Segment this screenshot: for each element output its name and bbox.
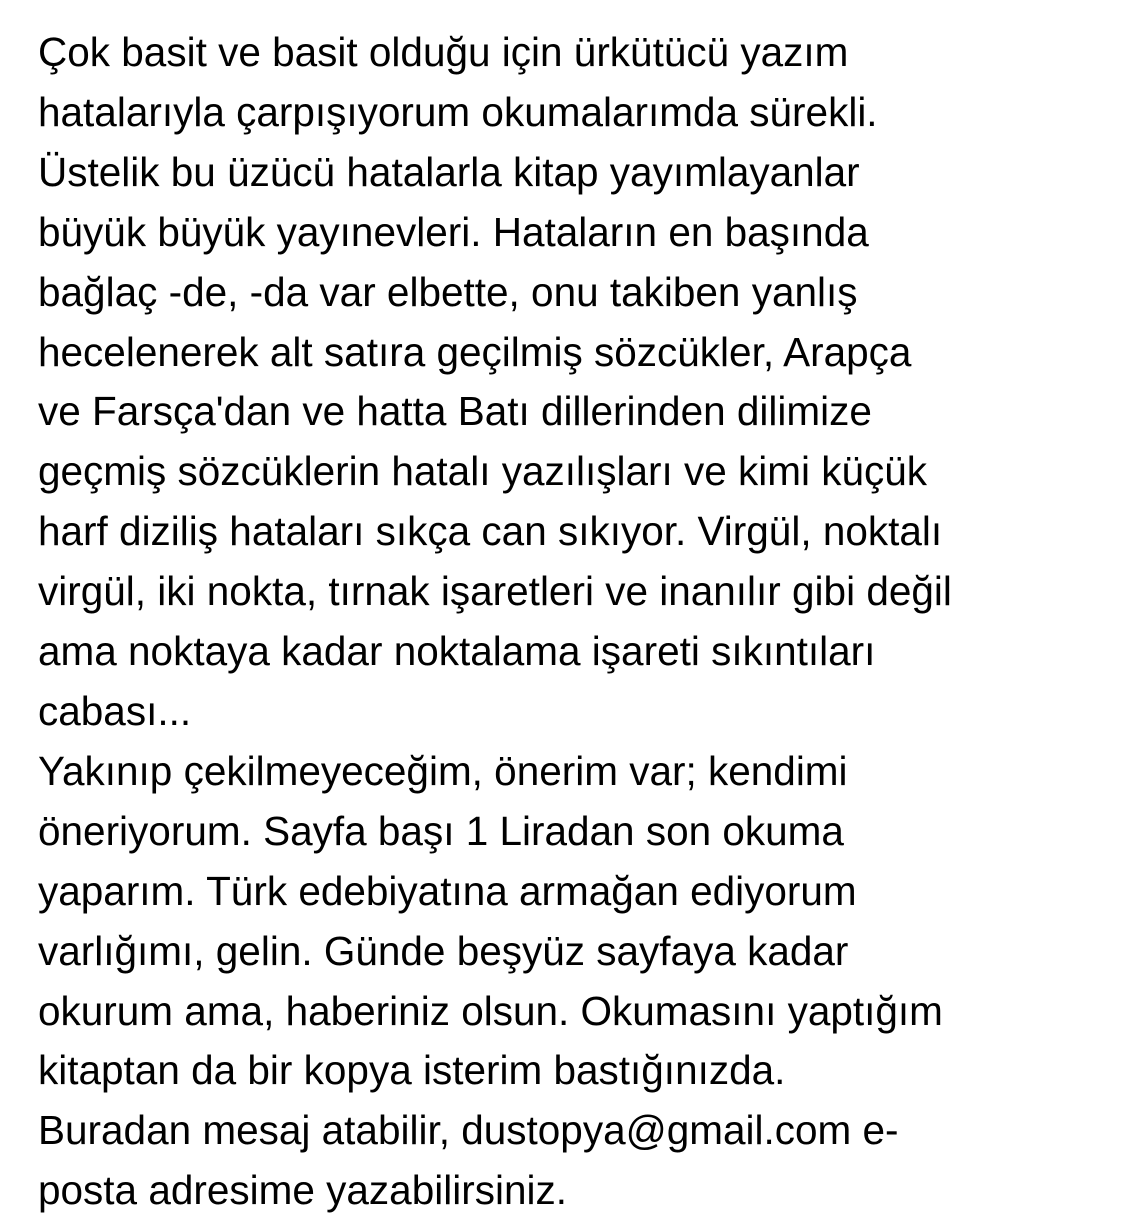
text-line-9: harf diziliş hataları sıkça can sıkıyor. Virgül, noktalı — [38, 508, 943, 555]
text-line-19: Buradan mesaj atabilir, dustopya@gmail.com e- — [38, 1107, 899, 1154]
text-line-17: okurum ama, haberiniz olsun. Okumasını yaptığım — [38, 987, 943, 1034]
text-line-18: kitaptan da bir kopya isterim bastığınızda. — [38, 1047, 786, 1094]
text-line-6: hecelenerek alt satıra geçilmiş sözcükler, Arapça — [38, 328, 912, 375]
text-line-3: Üstelik bu üzücü hatalarla kitap yayımlayanlar — [38, 148, 860, 195]
text-line-10: virgül, iki nokta, tırnak işaretleri ve inanılır gibi değil — [38, 568, 952, 615]
text-line-8: geçmiş sözcüklerin hatalı yazılışları ve kimi küçük — [38, 448, 928, 495]
text-line-12: cabası... — [38, 687, 192, 734]
text-line-20: posta adresime yazabilirsiniz. — [38, 1167, 567, 1214]
post-body-text[interactable] — [38, 23, 1113, 1221]
text-line-5: bağlaç -de, -da var elbette, onu takiben yanlış — [38, 268, 858, 315]
text-line-1: Çok basit ve basit olduğu için ürkütücü yazım — [38, 29, 849, 75]
text-line-2: hatalarıyla çarpışıyorum okumalarımda sürekli. — [38, 88, 878, 135]
text-line-13: Yakınıp çekilmeyeceğim, önerim var; kendimi — [38, 747, 848, 794]
text-line-14: öneriyorum. Sayfa başı 1 Liradan son okuma — [38, 807, 844, 854]
text-line-11: ama noktaya kadar noktalama işareti sıkıntıları — [38, 628, 876, 675]
text-line-16: varlığımı, gelin. Günde beşyüz sayfaya kadar — [38, 927, 849, 974]
text-line-7: ve Farsça'dan ve hatta Batı dillerinden dilimize — [38, 388, 872, 435]
text-line-15: yaparım. Türk edebiyatına armağan ediyorum — [38, 867, 857, 914]
text-line-4: büyük büyük yayınevleri. Hataların en başında — [38, 208, 869, 255]
